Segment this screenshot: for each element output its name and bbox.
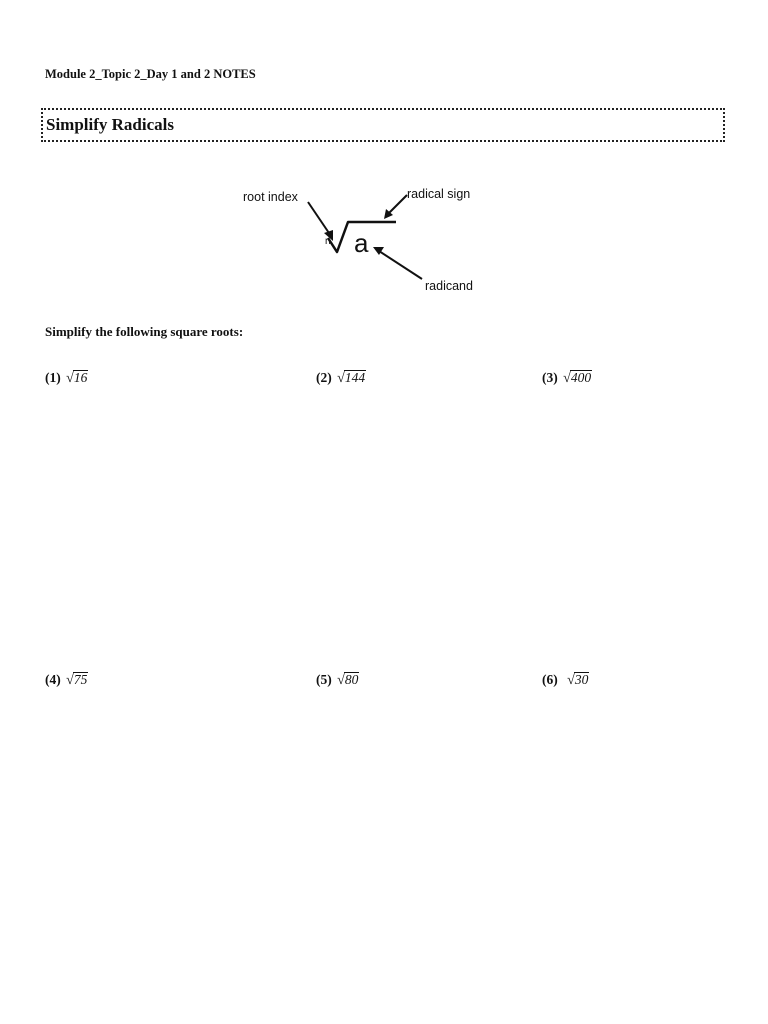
problem-1 — [45, 370, 88, 387]
radical-icon: √ — [337, 371, 345, 386]
problem-number: (4) — [45, 672, 61, 687]
root-index-label: root index — [243, 190, 298, 204]
square-root — [337, 370, 366, 387]
square-root — [66, 672, 88, 689]
radicand: 16 — [73, 370, 88, 385]
title-box — [41, 108, 725, 142]
radical-icon: √ — [66, 673, 74, 688]
root-index-arrow — [308, 202, 331, 236]
radical-icon: √ — [567, 673, 575, 688]
radical-diagram — [236, 180, 486, 300]
problem-number: (3) — [542, 370, 558, 385]
square-root — [66, 370, 88, 387]
square-root — [337, 672, 359, 689]
radicand-symbol: a — [354, 228, 369, 258]
square-root — [567, 672, 589, 689]
radical-icon: √ — [337, 673, 345, 688]
problem-3 — [542, 370, 592, 387]
radical-sign-arrow — [388, 195, 407, 214]
radicand: 75 — [73, 672, 88, 687]
page-title: Simplify Radicals — [46, 115, 174, 134]
radicand: 30 — [574, 672, 589, 687]
problem-number: (6) — [542, 672, 558, 687]
problem-number: (1) — [45, 370, 61, 385]
problem-6 — [542, 672, 589, 689]
radicand: 144 — [344, 370, 366, 385]
radicand-arrow — [379, 251, 422, 279]
instructions: Simplify the following square roots: — [45, 324, 244, 339]
radicand-label: radicand — [425, 279, 473, 293]
radical-icon: √ — [563, 371, 571, 386]
radical-icon: √ — [66, 371, 74, 386]
problem-2 — [316, 370, 366, 387]
problem-4 — [45, 672, 88, 689]
problem-number: (5) — [316, 672, 332, 687]
square-root — [563, 370, 592, 387]
radicand: 400 — [570, 370, 592, 385]
radical-sign-label: radical sign — [407, 187, 471, 201]
problem-5 — [316, 672, 359, 689]
document-header: Module 2_Topic 2_Day 1 and 2 NOTES — [45, 67, 256, 81]
index-symbol: n — [325, 236, 331, 247]
problem-number: (2) — [316, 370, 332, 385]
radicand: 80 — [344, 672, 359, 687]
